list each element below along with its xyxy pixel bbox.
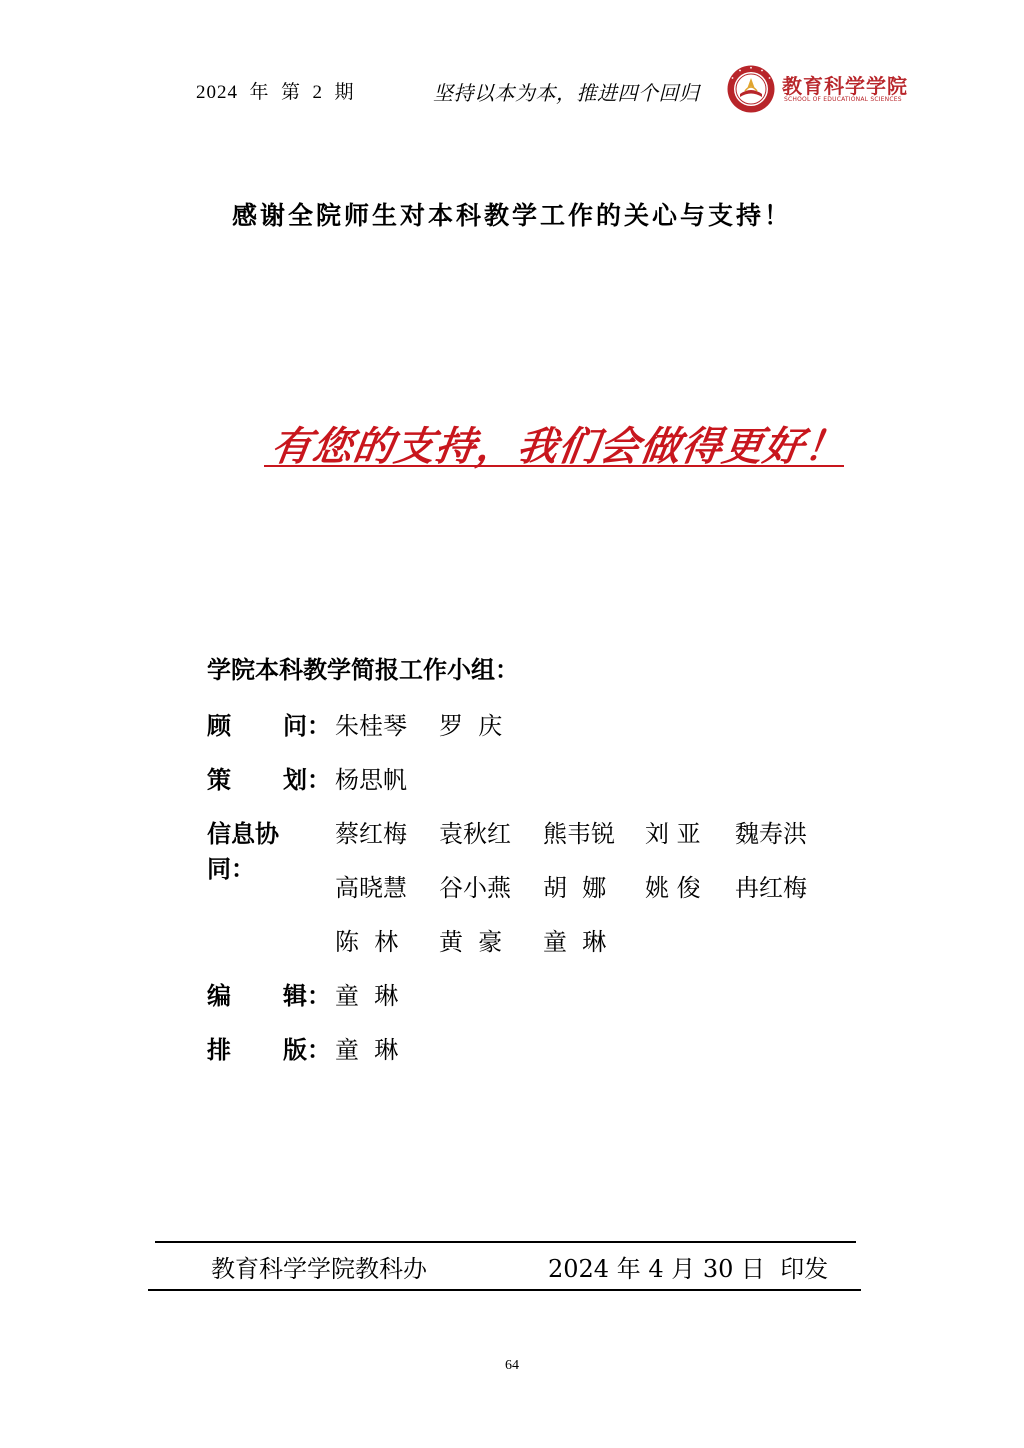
member-name: 黄 豪 (439, 928, 503, 956)
member-name: 蔡红梅 (335, 820, 407, 848)
role-label-char: 问： (283, 712, 331, 740)
slogan-text: 有您的支持，我们会做得更好！ (268, 424, 849, 470)
role-label-char: 编 (207, 982, 231, 1010)
school-seal-icon (726, 64, 776, 114)
logo-name-cn: 教育科学学院 (782, 74, 908, 98)
role-names-line (335, 922, 855, 954)
member-name: 谷小燕 (439, 874, 511, 902)
page-header (0, 60, 1024, 120)
team-title: 学院本科教学简报工作小组： (207, 656, 519, 684)
role-label (207, 814, 325, 883)
role-label-char: 版： (283, 1036, 331, 1064)
role-names-line (335, 760, 855, 792)
member-name: 童 琳 (543, 928, 607, 956)
role-label-char: 信息协同： (207, 820, 279, 883)
role-names-line (335, 868, 855, 900)
member-name: 刘 亚 (645, 820, 701, 848)
member-name: 冉红梅 (735, 874, 807, 902)
member-name: 罗 庆 (439, 712, 503, 740)
role-names-line (335, 814, 855, 846)
role-label-char: 顾 (207, 712, 231, 740)
role-label-char: 排 (207, 1036, 231, 1064)
thanks-heading: 感谢全院师生对本科教学工作的关心与支持！ (231, 201, 792, 230)
footer-rule-top (155, 1241, 856, 1243)
logo-name-en: SCHOOL OF EDUCATIONAL SCIENCES (784, 96, 902, 103)
role-label-char: 辑： (283, 982, 331, 1010)
page-number: 64 (505, 1358, 519, 1373)
role-label-char: 划： (283, 766, 331, 794)
role-label (207, 760, 331, 794)
role-label (207, 1030, 331, 1064)
member-name: 陈 林 (335, 928, 399, 956)
role-names-line (335, 706, 855, 738)
member-name: 杨思帆 (335, 766, 407, 794)
member-name: 高晓慧 (335, 874, 407, 902)
member-name: 袁秋红 (439, 820, 511, 848)
member-name: 童 琳 (335, 1036, 399, 1064)
member-name: 童 琳 (335, 982, 399, 1010)
member-name: 胡 娜 (543, 874, 607, 902)
footer-rule-bottom (148, 1289, 861, 1291)
slogan-banner (264, 415, 849, 470)
member-name: 姚 俊 (645, 874, 701, 902)
footer-date: 2024 年 4 月 30 日 印发 (548, 1255, 829, 1283)
role-label-char: 策 (207, 766, 231, 794)
role-names-line (335, 976, 855, 1008)
role-label (207, 976, 331, 1010)
footer-org: 教育科学学院教科办 (211, 1255, 427, 1283)
issue-number: 2024 年 第 2 期 (196, 82, 355, 103)
member-name: 熊韦锐 (543, 820, 615, 848)
member-name: 朱桂琴 (335, 712, 407, 740)
header-motto: 坚持以本为本，推进四个回归 (433, 83, 700, 105)
member-name: 魏寿洪 (735, 820, 807, 848)
role-names-line (335, 1030, 855, 1062)
school-logo (726, 60, 908, 116)
role-label (207, 706, 331, 740)
